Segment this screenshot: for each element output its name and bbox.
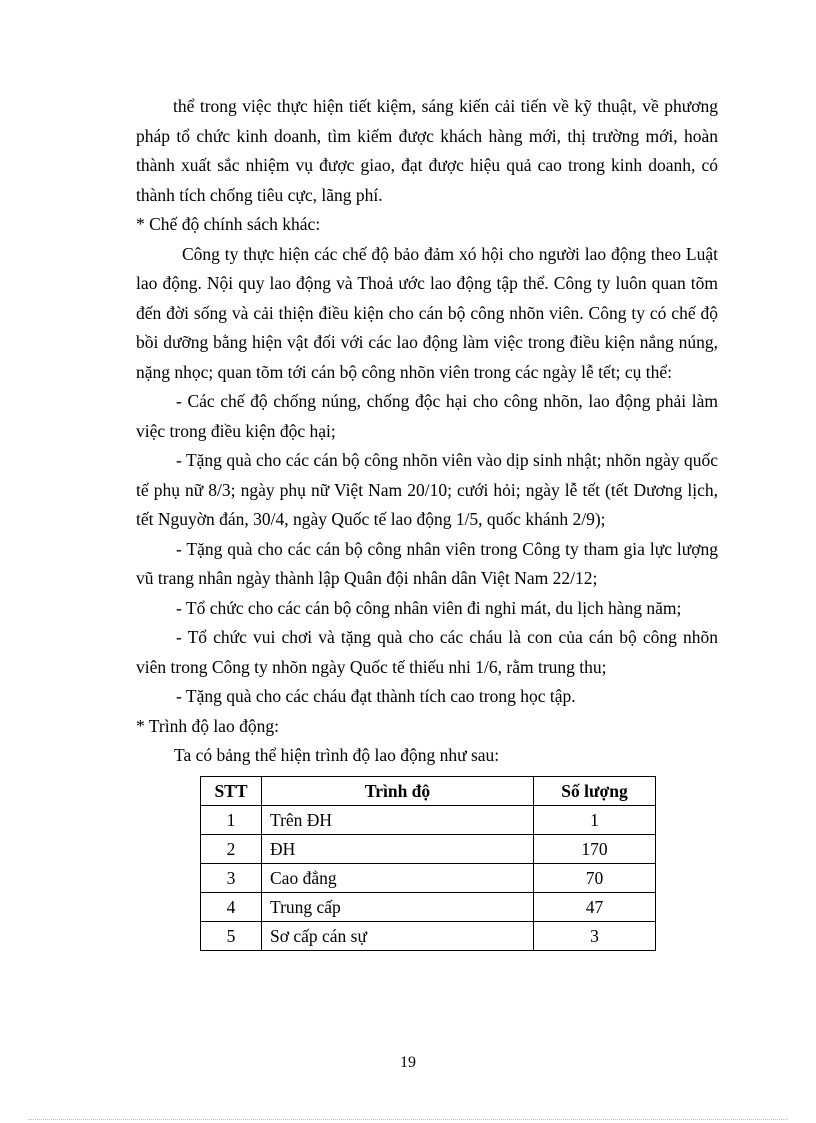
cell-level: ĐH	[262, 834, 534, 863]
list-item-army-day-gifts: - Tặng quà cho các cán bộ công nhân viên trong Công ty tham gia lực lượng vũ trang nhân ngày thành lập Quân đội nhân dân Việt Nam 22/12;	[136, 538, 718, 588]
cell-stt: 5	[201, 921, 262, 950]
cell-count: 1	[534, 805, 656, 834]
labor-level-table	[200, 776, 656, 951]
table-row	[201, 834, 656, 863]
section-heading-other-policies: * Chế độ chính sách khác:	[136, 214, 321, 234]
cell-level: Trên ĐH	[262, 805, 534, 834]
cell-level: Cao đẳng	[262, 863, 534, 892]
table-header-row	[201, 776, 656, 805]
table-row	[201, 921, 656, 950]
paragraph-continuation: thể trong việc thực hiện tiết kiệm, sáng kiến cải tiến về kỹ thuật, về phương pháp tổ chức kinh doanh, tìm kiếm được khách hàng mới, thị trường mới, hoàn thành xuất sắc nhiệm vụ được giao, đạt được hiệu quả cao trong kinh doanh, có thành tích chống tiêu cực, lãng phí.	[136, 96, 718, 205]
section-heading-labor-level: * Trình độ lao động:	[136, 715, 279, 736]
table-intro: Ta có bảng thể hiện trình độ lao động như sau:	[174, 745, 500, 765]
page-number: 19	[400, 1054, 416, 1071]
table-row	[201, 863, 656, 892]
cell-level: Sơ cấp cán sự	[262, 921, 534, 950]
document-body	[136, 92, 718, 951]
cell-stt: 3	[201, 863, 262, 892]
cell-level: Trung cấp	[262, 892, 534, 921]
cell-count: 47	[534, 892, 656, 921]
cell-stt: 4	[201, 892, 262, 921]
cell-stt: 1	[201, 805, 262, 834]
cell-count: 3	[534, 921, 656, 950]
cell-stt: 2	[201, 834, 262, 863]
cell-count: 70	[534, 863, 656, 892]
list-item-heat-allowance: - Các chế độ chống núng, chống độc hại cho công nhõn, lao động phải làm việc trong điều kiện độc hại;	[136, 391, 718, 441]
table-row	[201, 805, 656, 834]
table-row	[201, 892, 656, 921]
list-item-gifts-occasions: - Tặng quà cho các cán bộ công nhõn viên vào dịp sinh nhật; nhõn ngày quốc tế phụ nữ 8/3; ngày phụ nữ Việt Nam 20/10; cưới hỏi; ngày lễ tết (tết Dương lịch, tết Nguyờn đán, 30/4, ngày Quốc tế lao động 1/5, quốc khánh 2/9);	[136, 450, 718, 529]
list-item-vacation: - Tổ chức cho các cán bộ công nhân viên đi nghỉ mát, du lịch hàng năm;	[176, 597, 682, 618]
header-stt: STT	[201, 776, 262, 805]
paragraph-social-insurance: Công ty thực hiện các chế độ bảo đảm xó hội cho người lao động theo Luật lao động. Nội quy lao động và Thoả ước lao động tập thể. Công ty luôn quan tõm đến đời sống và cải thiện điều kiện cho cán bộ công nhõn viên. Công ty có chế độ bồi dưỡng bằng hiện vật đối với các lao động làm việc trong điều kiện nắng núng, nặng nhọc; quan tõm tới cán bộ công nhõn viên trong các ngày lễ tết; cụ thể:	[136, 243, 718, 382]
page-bottom-divider	[28, 1119, 788, 1120]
header-count: Số lượng	[534, 776, 656, 805]
header-level: Trình độ	[262, 776, 534, 805]
list-item-children-gifts: - Tổ chức vui chơi và tặng quà cho các cháu là con của cán bộ công nhõn viên trong Công ty nhõn ngày Quốc tế thiếu nhi 1/6, rằm trung thu;	[136, 627, 718, 677]
list-item-study-awards: - Tặng quà cho các cháu đạt thành tích cao trong học tập.	[176, 686, 576, 706]
cell-count: 170	[534, 834, 656, 863]
